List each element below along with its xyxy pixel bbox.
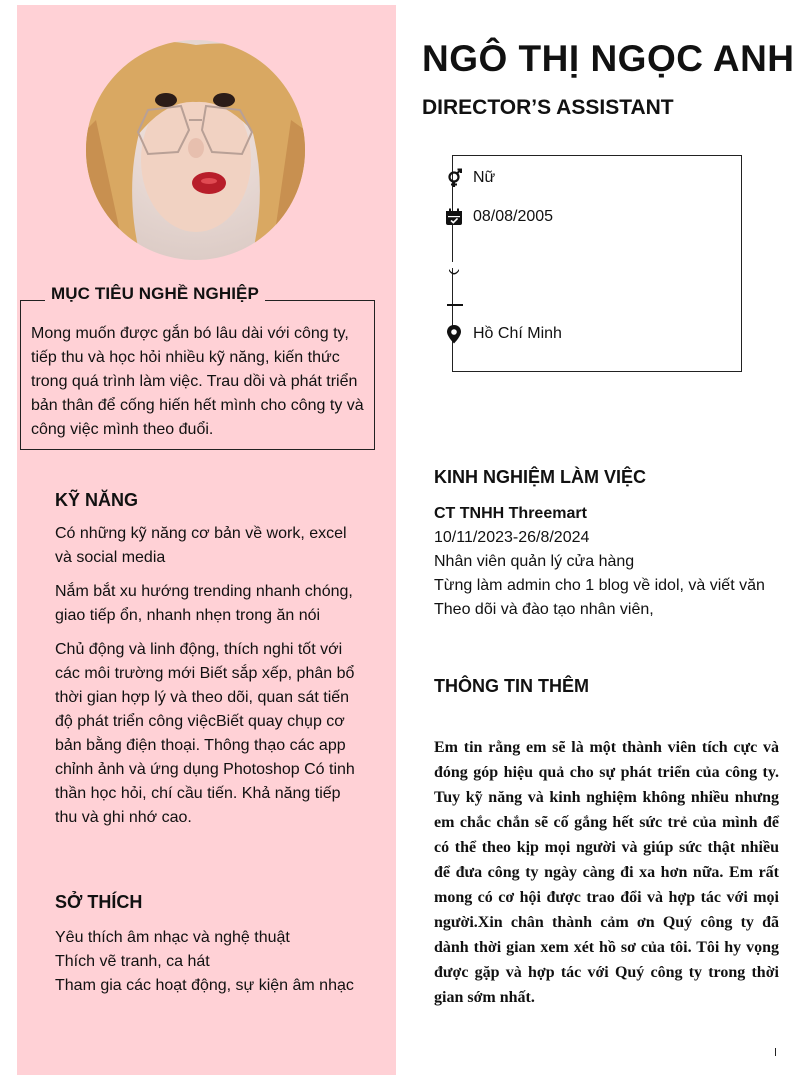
email-icon xyxy=(447,304,463,306)
skill-item: Chủ động và linh động, thích nghi tốt với các môi trường mới Biết sắp xếp, phân bổ thời gian hợp lý và theo dõi, quan sát tiến độ phát triển công việcBiết quay chụp cơ bản bằng điện thoại. Thông thạo các app chỉnh ảnh và ứng dụng Photoshop Có tinh thần học hỏi, chí cầu tiến. Khả năng tiếp thu và ghi nhớ cao. xyxy=(55,641,355,826)
skill-item: Có những kỹ năng cơ bản về work, excel và social media xyxy=(55,525,347,566)
skill-item: Nắm bắt xu hướng trending nhanh chóng, giao tiếp ổn, nhanh nhẹn trong ăn nói xyxy=(55,583,353,624)
location-icon xyxy=(444,324,464,344)
skills-list xyxy=(55,522,355,840)
hobby-item: Yêu thích âm nhạc và nghệ thuật xyxy=(55,929,290,946)
profile-photo xyxy=(86,40,305,260)
skills-title: KỸ NĂNG xyxy=(55,490,139,510)
calendar-icon xyxy=(444,207,464,227)
contact-gender xyxy=(444,168,495,188)
job-title: DIRECTOR’S ASSISTANT xyxy=(422,96,674,119)
gender-icon xyxy=(444,168,464,188)
hobby-item: Thích vẽ tranh, ca hát xyxy=(55,953,210,970)
birthday-value: 08/08/2005 xyxy=(473,208,554,225)
work-detail: Từng làm admin cho 1 blog về idol, và viết văn xyxy=(434,577,765,594)
contact-birthday xyxy=(444,207,553,227)
contact-location xyxy=(444,324,562,344)
work-period: 10/11/2023-26/8/2024 xyxy=(434,529,590,546)
phone-icon xyxy=(447,262,461,268)
work-detail: Theo dõi và đào tạo nhân viên, xyxy=(434,601,654,618)
hobbies-list xyxy=(55,926,355,998)
additional-info-text: Em tin rằng em sẽ là một thành viên tích cực và đóng góp hiệu quả cho sự phát triển của công ty. Tuy kỹ năng và kinh nghiệm không nhiều nhưng em chắc chắn sẽ cố gắng hết sức trẻ của mình để có thể theo kịp mọi người và giúp sức thật nhiều để đưa công ty ngày càng đi xa hơn nữa. Em rất mong có cơ hội được trao đổi và hợp tác với mọi người.Xin chân thành cảm ơn Quý công ty đã dành thời gian xem xét hồ sơ của tôi. Tôi hy vọng được gặp và hợp tác với Quý công ty trong thời gian sớm nhất. xyxy=(434,739,779,1006)
gender-value: Nữ xyxy=(473,169,496,186)
additional-info-title: THÔNG TIN THÊM xyxy=(434,676,589,696)
objective-text: Mong muốn được gắn bó lâu dài với công ty, tiếp thu và học hỏi nhiều kỹ năng, kiến thức trong quá trình làm việc. Trau dồi và phát triển bản thân để cống hiến hết mình cho công ty và công việc mình theo đuổi. xyxy=(31,325,364,438)
page-marker xyxy=(775,1048,776,1056)
location-value: Hồ Chí Minh xyxy=(473,325,562,342)
hobby-item: Tham gia các hoạt động, sự kiện âm nhạc xyxy=(55,977,354,994)
candidate-name: NGÔ THỊ NGỌC ANH xyxy=(422,38,795,79)
hobbies-title: SỞ THÍCH xyxy=(55,892,143,912)
experience-title: KINH NGHIỆM LÀM VIỆC xyxy=(434,467,647,487)
work-position: Nhân viên quản lý cửa hàng xyxy=(434,553,635,570)
experience-block xyxy=(434,502,779,622)
objective-title: MỤC TIÊU NGHỀ NGHIỆP xyxy=(45,284,265,304)
company-name: CT TNHH Threemart xyxy=(434,505,587,522)
